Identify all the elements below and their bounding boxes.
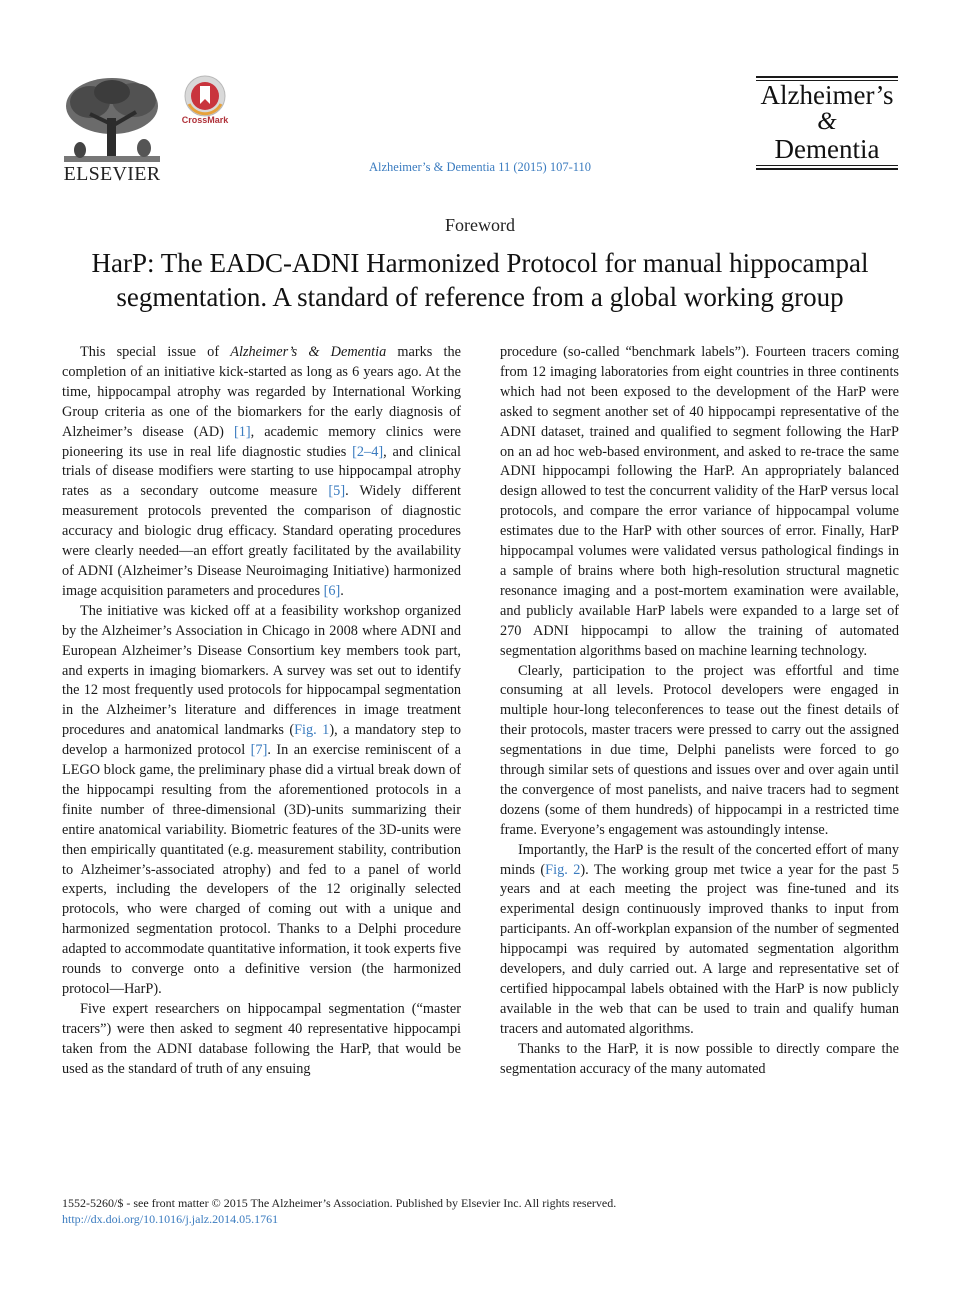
text: Importantly, the HarP is the result of the concerted effort of many minds ( — [500, 841, 899, 878]
text: . — [340, 582, 344, 599]
journal-masthead — [756, 76, 898, 170]
text: . In an exercise reminiscent of a LEGO block game, the preliminary phase did a virtual break down of the hippocampi resulting from the aforementioned protocols in a finite number of three-dimensional (3D)-units summarizing their entire anatomical variability. Biometric features of the 3D-units were then empirically quantitated (e.g. measurement stability, contribution to Alzheimer’s-associated atrophy) and fed to a panel of world experts, including the developers of the 12 originally selected protocols, who were charged of coming out with a unique and harmonized segmentation protocol. Thanks to a Delphi procedure adapted to accommodate quantitative information, it took experts five rounds to converge onto a definitive version (the harmonized protocol—HarP). — [62, 742, 462, 997]
text: marks the completion of an initiative kick-started as long as 6 years ago. At the time, hippocampal atrophy was regarded by International Working Group criteria as one of the biomarkers for the early diagnosis of Alzheimer’s disease (AD) — [62, 344, 461, 440]
crossmark-label[interactable]: CrossMark — [181, 115, 229, 125]
paragraph-3-continued — [500, 343, 899, 662]
body-column-left — [62, 343, 461, 1080]
section-label: Foreword — [445, 215, 515, 235]
paragraph-5 — [500, 841, 899, 1040]
text: Clearly, participation to the project was effortful and time consuming at all levels. Protocol developers were engaged in multiple hour-long teleconferences to tease out the finest details of their protocols, master tracers were pressed to carry out the assigned segmentations in due time, Delphi panelists were forced to go through similar sets of questions and issues over and over again until the convergence of most panelists, and naive tracers had to segment dozens (some of them hundreds) of hippocampi in a restricted time frame. Everyone’s engagement was astoundingly intense. — [500, 662, 899, 838]
doi-link[interactable]: http://dx.doi.org/10.1016/j.jalz.2014.05.1761 — [62, 1212, 279, 1226]
text: Five expert researchers on hippocampal segmentation (“master tracers”) were then asked to segment 40 representative hippocampi taken from the ADNI database following the HarP, that would be used as the standard of truth of any ensuing — [62, 1000, 461, 1077]
journal-citation-link[interactable]: Alzheimer’s & Dementia 11 (2015) 107-110 — [368, 160, 592, 174]
text: ). The working group met twice a year for the past 5 years and at each meeting the project was fine-tuned and its experimental design continuously improved thanks to input from participants. An off-workplan expansion of the number of segmented hippocampi was required by automated segmentation algorithm developers, and duly carried out. A large and representative set of certified hippocampal labels obtained with the HarP is now publicly available in the web that can be used to train and qualify human tracers and automated algorithms. — [500, 861, 899, 1037]
figure-link[interactable]: Fig. 2 — [545, 861, 581, 878]
reference-link[interactable]: [6] — [323, 582, 341, 599]
text: . Widely different measurement protocols prevented the comparison of diagnostic accuracy and biologic drug efficacy. Standard operating procedures were clearly needed—an effort greatly facilitated by the availability of ADNI (Alzheimer’s Disease Neuroimaging Initiative) harmonized image acquisition parameters and procedures — [62, 483, 461, 599]
reference-link[interactable]: [2–4] — [352, 443, 384, 460]
text: ), a mandatory step to develop a harmonized protocol — [62, 722, 461, 759]
reference-link[interactable]: [5] — [328, 483, 346, 500]
text: Thanks to the HarP, it is now possible to directly compare the segmentation accuracy of the many automated — [500, 1040, 899, 1077]
text: , academic memory clinics were pioneering its use in real life diagnostic studies — [62, 423, 461, 460]
footer — [62, 1195, 902, 1227]
figure-link[interactable]: Fig. 1 — [294, 722, 330, 739]
paragraph-2 — [62, 602, 461, 1000]
text: This special issue of — [80, 344, 231, 360]
reference-link[interactable]: [7] — [250, 742, 268, 759]
paragraph-4 — [500, 662, 899, 841]
article-title: HarP: The EADC-ADNI Harmonized Protocol for manual hippocampal segmentation. A standard of reference from a global working group — [91, 248, 869, 312]
paragraph-6 — [500, 1040, 899, 1080]
text: The initiative was kicked off at a feasibility workshop organized by the Alzheimer’s Association in Chicago in 2008 where ADNI and European Alzheimer’s Disease Consortium key members took part, and experts in imaging biomarkers. A survey was set out to identify the 12 most frequently used protocols for hippocampal segmentation in the Alzheimer’s literature and differences in image treatment procedures and anatomical landmarks ( — [62, 602, 461, 739]
paragraph-3 — [62, 1000, 461, 1080]
copyright-line: 1552-5260/$ - see front matter © 2015 The Alzheimer’s Association. Published by Elsevier Inc. All rights reserved. — [62, 1196, 617, 1210]
elsevier-wordmark: ELSEVIER — [63, 163, 161, 185]
reference-link[interactable]: [1] — [233, 423, 251, 440]
text: procedure (so-called “benchmark labels”). Fourteen tracers coming from 12 imaging laboratories from eight countries in three continents which had not been exposed to the development of the HarP were asked to segment another set of 40 hippocampi representative of the ADNI dataset, trained and qualified to segment following the HarP on an ad hoc web-based environment, and asked to re-trace the same ADNI hippocampi following the HarP. An appropriately balanced design allowed to test the concurrent validity of the HarP versus local protocols, and compare the error variance of hippocampal volume estimates due to the HarP with other sources of error. Finally, HarP hippocampal volumes were validated versus pathological findings in a sample of brains where both high-resolution structural magnetic resonance imaging and a post-mortem examination were available, and publicly available HarP labels were expanded to a large set of 270 ADNI hippocampi to allow the training of automated segmentation algorithms based on machine learning technology. — [500, 344, 899, 659]
masthead-line-1: Alzheimer’s — [760, 80, 894, 110]
body-column-right — [500, 343, 899, 1080]
journal-name: Alzheimer’s & Dementia — [230, 344, 387, 360]
text: , and clinical trials of disease modifiers were starting to use hippocampal atrophy rates as a secondary outcome measure — [62, 443, 461, 500]
masthead-ampersand: & — [817, 108, 837, 135]
paragraph-1 — [62, 343, 461, 602]
masthead-line-3: Dementia — [774, 134, 880, 164]
